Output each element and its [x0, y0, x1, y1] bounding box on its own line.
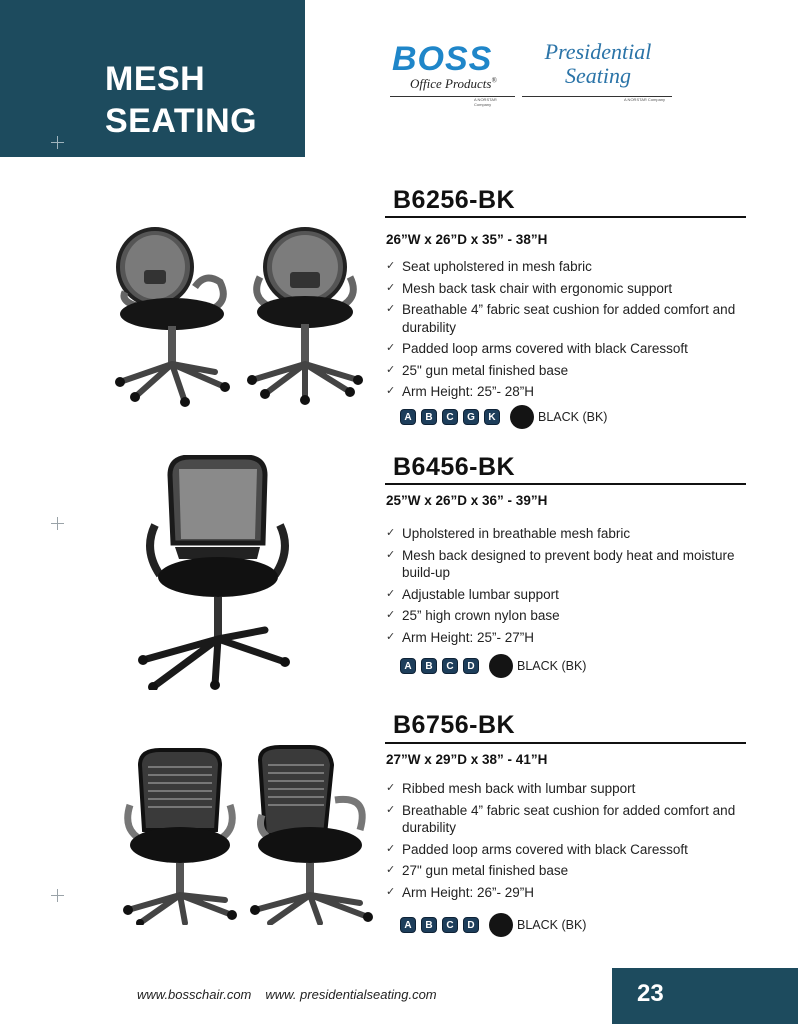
check-icon: ✓	[386, 281, 396, 294]
boss-logo	[390, 40, 515, 107]
feature-item	[386, 629, 746, 647]
feature-text: Arm Height: 26”- 29”H	[402, 884, 535, 900]
color-label: BLACK (BK)	[517, 918, 587, 932]
dimensions: 25”W x 26”D x 36” - 39”H	[386, 493, 548, 508]
color-swatch-black	[510, 405, 534, 429]
presidential-logo-line1: Presidential	[544, 39, 652, 64]
chair-b6256-image	[110, 222, 365, 407]
check-icon: ✓	[386, 630, 396, 643]
feature-item	[386, 884, 746, 902]
page-number-block	[612, 968, 798, 1024]
chair-photo-front	[247, 229, 363, 405]
registered-mark: ®	[491, 76, 497, 85]
feature-item	[386, 607, 746, 625]
color-swatch-black	[489, 654, 513, 678]
check-icon: ✓	[386, 527, 396, 539]
model-number: B6756-BK	[393, 711, 516, 739]
check-icon: ✓	[386, 548, 396, 561]
check-icon: ✓	[386, 609, 396, 621]
crop-mark-icon	[51, 136, 64, 149]
boss-logo-tag: A NORSTAR Company	[474, 97, 497, 107]
crop-mark-icon	[51, 517, 64, 530]
boss-logo-word: BOSS	[392, 40, 493, 78]
grade-badge: C	[442, 658, 458, 674]
feature-text: Mesh back task chair with ergonomic support	[402, 280, 673, 296]
grade-badge: A	[400, 917, 416, 933]
chair-photo-angle	[250, 747, 373, 923]
presidential-logo	[522, 40, 672, 102]
feature-item	[386, 383, 746, 401]
grade-badge: C	[442, 409, 458, 425]
check-icon: ✓	[386, 260, 396, 272]
feature-text: Breathable 4” fabric seat cushion for added comfort and durability	[402, 302, 736, 335]
feature-list	[386, 525, 746, 650]
check-icon: ✓	[386, 385, 396, 397]
feature-text: Mesh back designed to prevent body heat and moisture build-up	[402, 547, 735, 580]
grade-badge: C	[442, 917, 458, 933]
feature-text: Padded loop arms covered with black Caressoft	[402, 841, 688, 857]
check-icon: ✓	[386, 885, 396, 898]
presidential-logo-tag: A NORSTAR Company	[624, 97, 666, 102]
color-label: BLACK (BK)	[517, 659, 587, 673]
grade-swatch-row	[400, 654, 586, 678]
section-title-line1: MESH	[105, 60, 206, 98]
section-header-block	[0, 0, 305, 157]
feature-item	[386, 525, 746, 543]
check-icon: ✓	[386, 864, 396, 876]
feature-text: 25” high crown nylon base	[402, 608, 560, 623]
presidential-logo-line2: Seating	[565, 63, 631, 88]
grade-badge: A	[400, 409, 416, 425]
page-number: 23	[637, 980, 664, 1007]
feature-item	[386, 780, 746, 798]
feature-item	[386, 586, 746, 604]
check-icon: ✓	[386, 363, 396, 376]
feature-item	[386, 841, 746, 859]
check-icon: ✓	[386, 342, 396, 354]
model-rule	[385, 742, 746, 744]
check-icon: ✓	[386, 782, 396, 794]
model-rule	[385, 483, 746, 485]
grade-badge: G	[463, 409, 479, 425]
feature-text: 27" gun metal finished base	[402, 863, 569, 878]
chair-photo-front	[123, 750, 237, 925]
crop-mark-icon	[51, 889, 64, 902]
dimensions: 26”W x 26”D x 35” - 38”H	[386, 232, 548, 247]
grade-badge: D	[463, 658, 479, 674]
feature-list	[386, 258, 746, 405]
grade-swatch-row	[400, 913, 586, 937]
feature-item	[386, 862, 746, 880]
check-icon: ✓	[386, 303, 396, 315]
feature-text: Seat upholstered in mesh fabric	[402, 259, 592, 274]
feature-item	[386, 362, 746, 380]
feature-text: Breathable 4” fabric seat cushion for added comfort and durability	[402, 802, 736, 835]
grade-badge: D	[463, 917, 479, 933]
bosschair-link[interactable]: www.bosschair.com	[137, 987, 252, 1002]
feature-text: 25" gun metal finished base	[402, 362, 569, 378]
footer-urls	[137, 987, 437, 1002]
grade-badge: B	[421, 658, 437, 674]
check-icon: ✓	[386, 803, 396, 816]
feature-item	[386, 280, 746, 298]
grade-badge: K	[484, 409, 500, 425]
feature-item	[386, 258, 746, 276]
boss-logo-subtitle	[410, 76, 497, 92]
chair-b6756-image	[120, 745, 375, 925]
model-number: B6456-BK	[393, 453, 516, 481]
feature-text: Arm Height: 25”- 28”H	[402, 384, 535, 399]
feature-text: Ribbed mesh back with lumbar support	[402, 781, 636, 796]
section-title-line2: SEATING	[105, 102, 258, 140]
feature-list	[386, 780, 746, 905]
feature-text: Adjustable lumbar support	[402, 586, 559, 602]
check-icon: ✓	[386, 587, 396, 600]
presidential-logo-word	[542, 40, 654, 88]
chair-photo-front-angle	[115, 229, 230, 407]
color-label: BLACK (BK)	[538, 410, 608, 424]
check-icon: ✓	[386, 842, 396, 855]
grade-badge: B	[421, 917, 437, 933]
model-rule	[385, 216, 746, 218]
feature-item	[386, 301, 746, 336]
feature-text: Padded loop arms covered with black Caressoft	[402, 341, 688, 356]
grade-badge: A	[400, 658, 416, 674]
chair-b6456-image	[135, 455, 300, 690]
grade-badge: B	[421, 409, 437, 425]
grade-swatch-row	[400, 405, 607, 429]
section-title	[105, 58, 257, 142]
feature-text: Arm Height: 25”- 27”H	[402, 629, 535, 645]
boss-logo-sub-text: Office Products	[410, 76, 492, 91]
presidentialseating-link[interactable]: www. presidentialseating.com	[265, 987, 437, 1002]
dimensions: 27”W x 29”D x 38” - 41”H	[386, 752, 548, 767]
color-swatch-black	[489, 913, 513, 937]
feature-item	[386, 802, 746, 837]
feature-item	[386, 547, 746, 582]
model-number: B6256-BK	[393, 186, 516, 214]
feature-item	[386, 340, 746, 358]
feature-text: Upholstered in breathable mesh fabric	[402, 526, 631, 541]
